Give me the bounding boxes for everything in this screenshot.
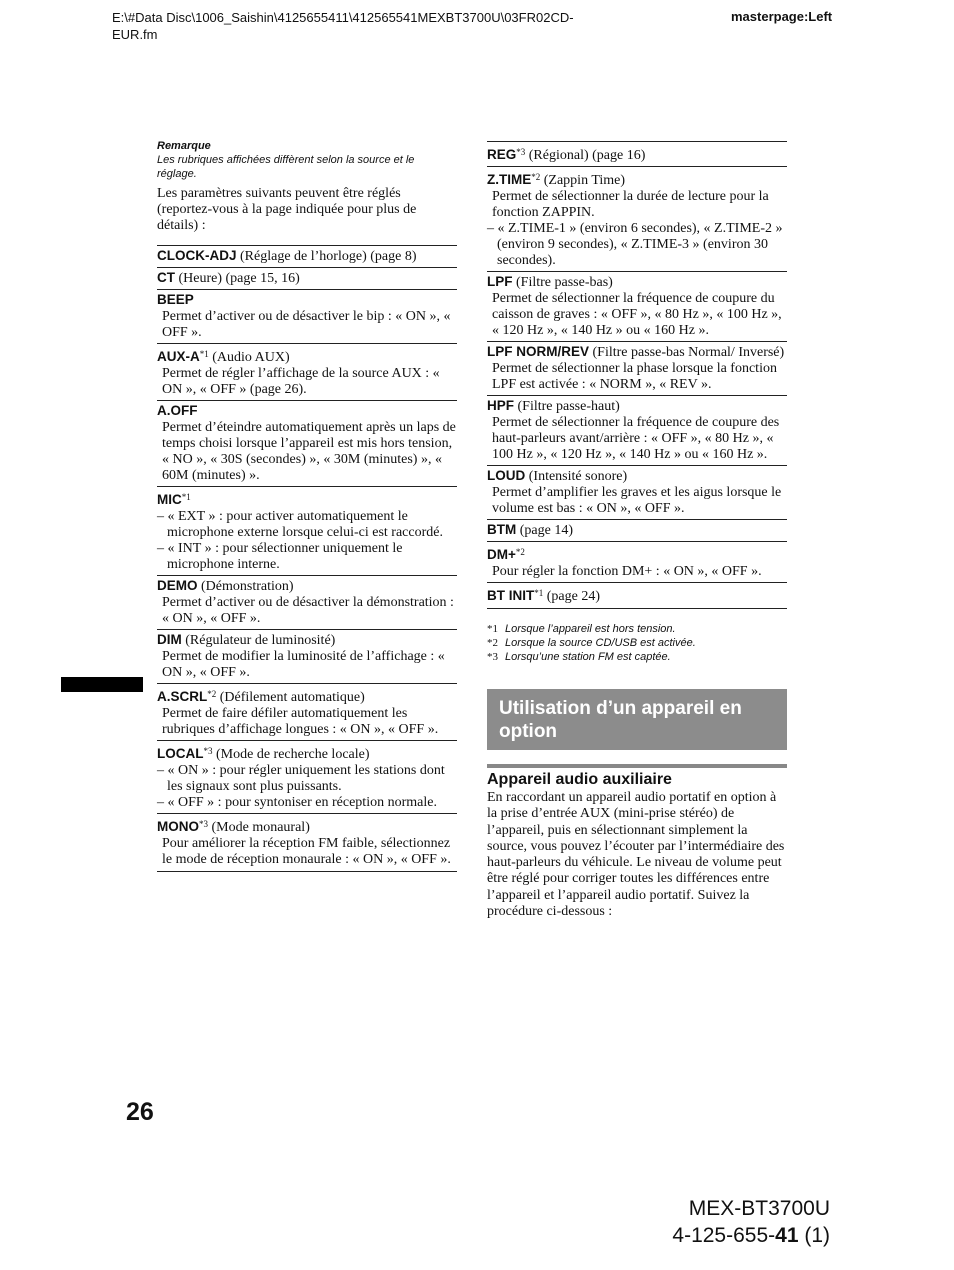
setting-term: DM+ [487, 547, 516, 562]
footnote-ref: *2 [515, 547, 525, 557]
setting-description: Permet d’activer ou de désactiver le bip : « ON », « OFF ». [162, 309, 451, 340]
setting-entry [487, 541, 787, 582]
setting-term: CT [157, 270, 175, 285]
setting-label: (Mode monaural) [208, 820, 310, 835]
section-tab-marker [61, 677, 143, 692]
setting-term: LPF NORM/REV [487, 344, 590, 359]
setting-term: BTM [487, 522, 517, 537]
model-name: MEX-BT3700U [688, 1197, 830, 1220]
footnote-ref: *3 [203, 746, 213, 756]
right-column [487, 141, 787, 920]
section-heading: Utilisation d’un appareil en option [487, 689, 787, 750]
footnote-number: *1 [487, 623, 498, 635]
footnote-ref: *1 [199, 349, 209, 359]
setting-term: DEMO [157, 578, 198, 593]
setting-label: (Régional) (page 16) [525, 148, 646, 163]
setting-head [157, 292, 457, 309]
setting-head [157, 489, 457, 509]
settings-list-left [157, 245, 457, 872]
intro-paragraph: Les paramètres suivants peuvent être réglés (reportez-vous à la page indiquée pour plus de détails) : [157, 186, 417, 233]
setting-option: – « Z.TIME-1 » (environ 6 secondes), « Z.TIME-2 » (environ 9 secondes), « Z.TIME-3 » (environ 30 secondes). [487, 221, 783, 268]
setting-entry [487, 166, 787, 271]
setting-term: MONO [157, 819, 199, 834]
setting-description: Permet d’activer ou de désactiver la démonstration : « ON », « OFF ». [162, 595, 454, 626]
footnote-ref: *3 [516, 147, 526, 157]
masterpage-label: masterpage:Left [731, 9, 833, 24]
setting-label: (page 24) [543, 589, 601, 604]
setting-head [487, 544, 787, 564]
setting-label: (Filtre passe-bas) [512, 275, 613, 290]
footnote-ref: *2 [207, 689, 217, 699]
left-column [157, 138, 457, 872]
setting-entry [487, 395, 787, 465]
settings-list-right [487, 141, 787, 609]
setting-term: AUX-A [157, 349, 200, 364]
file-path-header: E:\#Data Disc\1006_Saishin\4125655411\412565541MEXBT3700U\03FR02CD- EUR.fm [112, 10, 574, 42]
setting-entry [157, 683, 457, 740]
setting-label: (Défilement automatique) [216, 690, 365, 705]
note-text: Les rubriques affichées diffèrent selon la source et le réglage. [157, 154, 415, 180]
setting-description: Permet de faire défiler automatiquement les rubriques d’affichage longues : « ON », « OFF ». [162, 706, 439, 737]
setting-description: Permet d’éteindre automatiquement après un laps de temps choisi lorsque l’appareil est mis hors tension, « NO », « 30S (secondes) », « 30M (minutes) », « 60M (minutes) ». [162, 420, 456, 483]
setting-entry [487, 582, 787, 609]
setting-term: MIC [157, 492, 182, 507]
setting-term: DIM [157, 632, 182, 647]
setting-option: – « ON » : pour régler uniquement les stations dont les signaux sont plus puissants. [157, 763, 445, 794]
setting-head [487, 169, 787, 189]
setting-term: CLOCK-ADJ [157, 248, 237, 263]
footnote-text: Lorsque l’appareil est hors tension. [505, 623, 676, 635]
setting-head [157, 248, 457, 265]
setting-entry [157, 289, 457, 343]
footnote [487, 636, 787, 650]
setting-description: Permet de modifier la luminosité de l’affichage : « ON », « OFF ». [162, 649, 445, 680]
setting-entry [487, 341, 787, 395]
setting-term: REG [487, 147, 517, 162]
footnote [487, 622, 787, 636]
setting-head [157, 346, 457, 366]
setting-head [157, 632, 457, 649]
setting-label: (Intensité sonore) [525, 469, 628, 484]
setting-head [157, 686, 457, 706]
setting-description: Permet de sélectionner la fréquence de coupure du caisson de graves : « OFF », « 80 Hz », « 100 Hz », « 120 Hz », « 140 Hz » ou « 160 Hz ». [492, 291, 782, 338]
setting-description: Pour améliorer la réception FM faible, sélectionnez le mode de réception monaurale : « ON », « OFF ». [162, 836, 451, 867]
setting-entry [157, 813, 457, 872]
setting-entry [157, 343, 457, 400]
setting-term: A.OFF [157, 403, 198, 418]
setting-term: LOCAL [157, 746, 204, 761]
setting-label: (Mode de recherche locale) [212, 747, 370, 762]
setting-option: – « EXT » : pour activer automatiquement le microphone externe lorsque celui-ci est raccordé. [157, 509, 443, 540]
setting-entry [157, 629, 457, 683]
footnote-ref: *2 [531, 172, 541, 182]
setting-description: Permet de sélectionner la phase lorsque la fonction LPF est activée : « NORM », « REV ». [492, 361, 777, 392]
setting-head [157, 403, 457, 420]
setting-description: Permet de sélectionner la durée de lecture pour la fonction ZAPPIN. [492, 189, 769, 220]
setting-option: – « OFF » : pour syntoniser en réception normale. [157, 795, 437, 810]
footnote-number: *2 [487, 637, 498, 649]
setting-entry [487, 465, 787, 519]
setting-head [487, 468, 787, 485]
setting-term: Z.TIME [487, 172, 532, 187]
page-number: 26 [126, 1098, 154, 1126]
setting-term: BEEP [157, 292, 194, 307]
subsection-body: En raccordant un appareil audio portatif en option à la prise d’entrée AUX (mini-prise stéréo) de l’appareil, puis en sélectionnant simplement la source, vous pouvez l’écouter par l’intermédiaire des haut-parleurs du véhicule. Le niveau de volume peut être réglé pour corriger toutes les différences entre l’appareil et l’appareil audio portatif. Suivez la procédure ci-dessous : [487, 790, 785, 920]
setting-term: A.SCRL [157, 689, 208, 704]
footnote-text: Lorsque la source CD/USB est activée. [505, 637, 696, 649]
setting-term: HPF [487, 398, 514, 413]
setting-head [487, 522, 787, 539]
setting-label: (Audio AUX) [208, 350, 290, 365]
setting-entry [487, 519, 787, 541]
setting-head [157, 743, 457, 763]
setting-label: (Filtre passe-bas Normal/ Inversé) [589, 345, 785, 360]
setting-description: Permet de régler l’affichage de la source AUX : « ON », « OFF » (page 26). [162, 366, 440, 397]
setting-option: – « INT » : pour sélectionner uniquement le microphone interne. [157, 541, 403, 572]
footnote-ref: *3 [199, 819, 208, 829]
setting-term: LOUD [487, 468, 526, 483]
setting-label: (Heure) (page 15, 16) [175, 271, 300, 286]
setting-head [487, 344, 787, 361]
footnote-ref: *1 [534, 588, 544, 598]
setting-entry [157, 486, 457, 575]
setting-entry [157, 740, 457, 813]
subsection-title: Appareil audio auxiliaire [487, 771, 672, 788]
subsection-rule [487, 764, 787, 768]
setting-entry [157, 267, 457, 289]
setting-label: (page 14) [516, 523, 574, 538]
setting-head [157, 816, 457, 836]
setting-description: Pour régler la fonction DM+ : « ON », « OFF ». [492, 564, 762, 579]
footnote-number: *3 [487, 651, 498, 663]
setting-entry [157, 400, 457, 486]
setting-head [487, 274, 787, 291]
model-info [672, 1195, 830, 1249]
setting-term: LPF [487, 274, 513, 289]
setting-description: Permet de sélectionner la fréquence de coupure des haut-parleurs avant/arrière : « OFF », « 80 Hz », « 100 Hz », « 120 Hz », « 140 Hz » ou « 160 Hz ». [492, 415, 780, 462]
footnote-ref: *1 [181, 492, 191, 502]
footnote [487, 650, 787, 664]
setting-head [157, 578, 457, 595]
footnote-text: Lorsqu’une station FM est captée. [505, 651, 671, 663]
setting-entry [157, 575, 457, 629]
setting-label: (Réglage de l’horloge) (page 8) [236, 249, 417, 264]
setting-label: (Zappin Time) [540, 173, 626, 188]
setting-label: (Filtre passe-haut) [514, 399, 620, 414]
setting-label: (Régulateur de luminosité) [181, 633, 336, 648]
setting-description: Permet d’amplifier les graves et les aigus lorsque le volume est bas : « ON », « OFF ». [492, 485, 782, 516]
setting-entry [487, 141, 787, 166]
product-code: 4-125-655-41 (1) [672, 1224, 830, 1247]
setting-entry [487, 271, 787, 341]
setting-head [157, 270, 457, 287]
setting-head [487, 144, 787, 164]
setting-head [487, 398, 787, 415]
setting-head [487, 585, 787, 605]
note-title: Remarque [157, 140, 211, 152]
setting-term: BT INIT [487, 588, 535, 603]
footnotes [487, 622, 787, 664]
setting-entry [157, 245, 457, 267]
setting-label: (Démonstration) [197, 579, 294, 594]
